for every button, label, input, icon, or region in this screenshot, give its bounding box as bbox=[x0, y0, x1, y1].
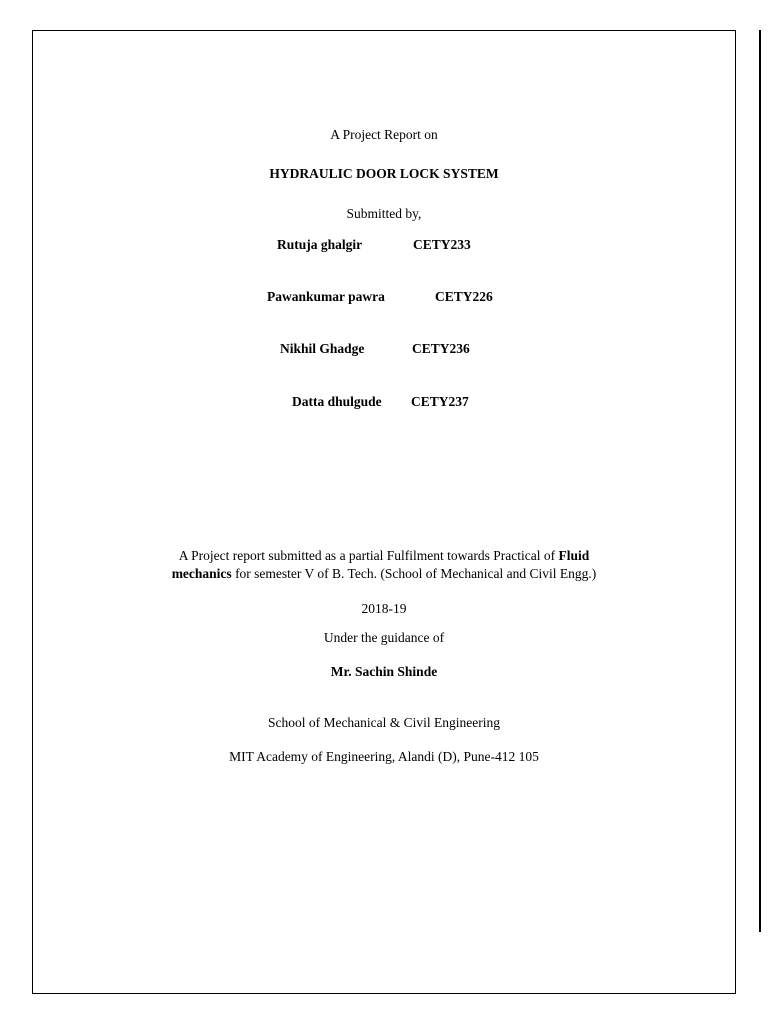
purpose-paragraph bbox=[100, 547, 668, 583]
subject-fluid: Fluid bbox=[558, 548, 590, 563]
member-name: Nikhil Ghadge bbox=[280, 341, 365, 356]
submitted-by-label: Submitted by, bbox=[346, 206, 422, 221]
school-name: School of Mechanical & Civil Engineering bbox=[267, 715, 501, 730]
report-title: HYDRAULIC DOOR LOCK SYSTEM bbox=[269, 166, 499, 181]
guide-name: Mr. Sachin Shinde bbox=[330, 664, 438, 679]
guidance-label: Under the guidance of bbox=[323, 630, 445, 645]
member-id: CETY233 bbox=[413, 237, 471, 252]
purpose-text-2: for semester V of B. Tech. (School of Mechanical and Civil Engg.) bbox=[231, 566, 597, 581]
member-name: Datta dhulgude bbox=[292, 394, 382, 409]
report-intro: A Project Report on bbox=[330, 127, 438, 142]
subject-mechanics: mechanics bbox=[171, 566, 232, 581]
institute-name: MIT Academy of Engineering, Alandi (D), Pune-412 105 bbox=[229, 749, 539, 764]
member-id: CETY236 bbox=[412, 341, 470, 356]
purpose-text-1: A Project report submitted as a partial Fulfilment towards Practical of bbox=[178, 548, 559, 563]
academic-year: 2018-19 bbox=[361, 601, 407, 616]
member-id: CETY226 bbox=[435, 289, 493, 304]
member-name: Pawankumar pawra bbox=[267, 289, 385, 304]
member-name: Rutuja ghalgir bbox=[277, 237, 363, 252]
member-id: CETY237 bbox=[411, 394, 469, 409]
